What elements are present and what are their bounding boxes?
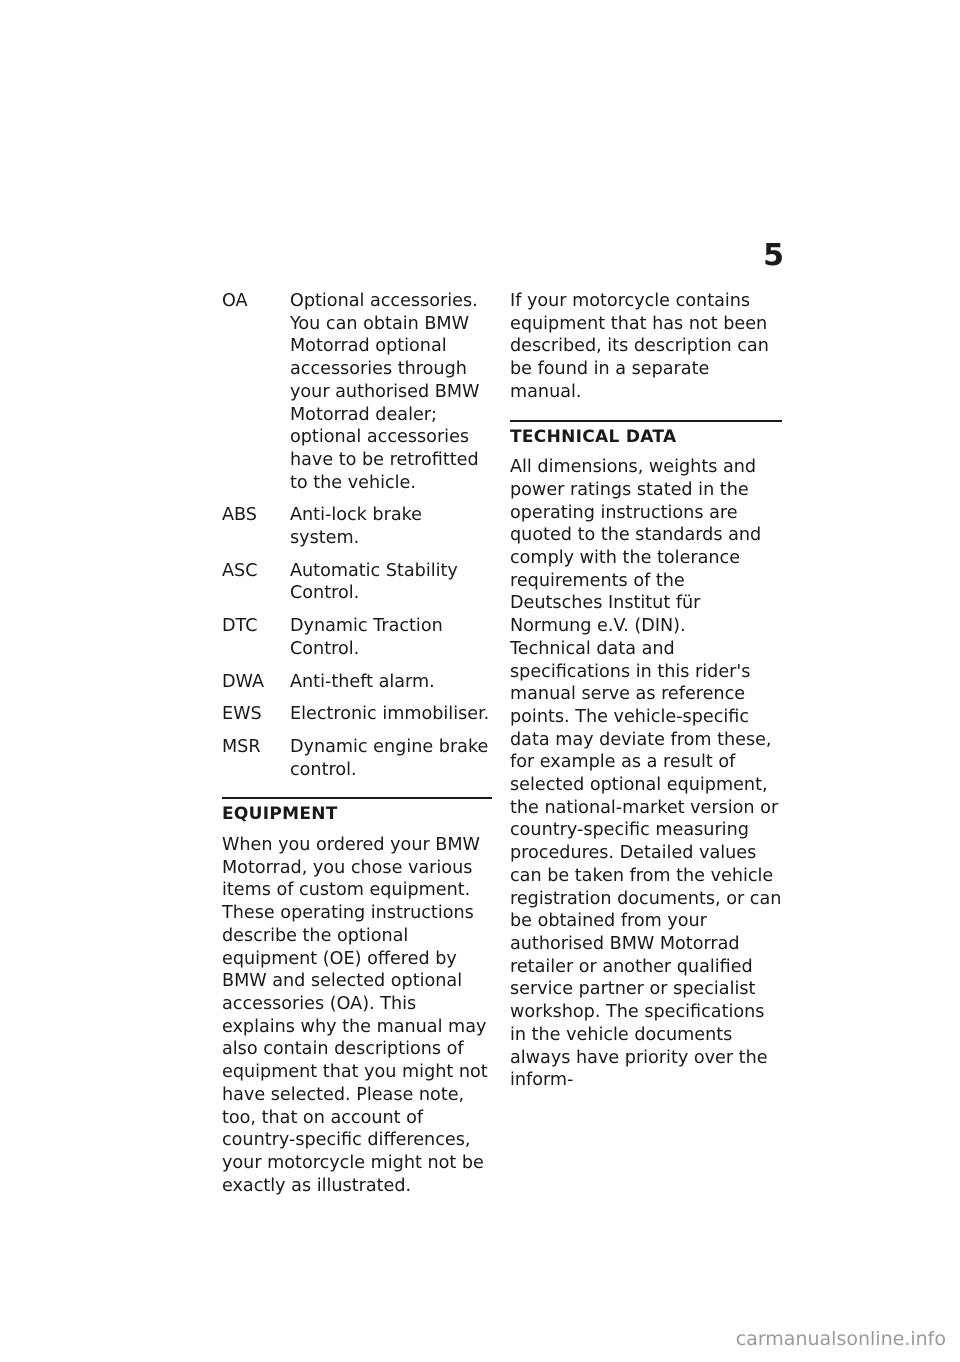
abbreviation-key: MSR: [222, 736, 261, 757]
abbreviation-definition: Electronic immobiliser.: [290, 704, 490, 725]
abbreviation-key: EWS: [222, 704, 262, 725]
abbreviation-definition: Automatic Stability Control.: [290, 560, 458, 604]
technical-data-heading: TECHNICAL DATA: [510, 420, 782, 449]
abbreviation-row-msr: [222, 736, 492, 781]
page-number: 5: [763, 238, 784, 273]
abbreviation-definition: Dynamic engine brake control.: [290, 736, 489, 780]
abbreviation-definition: Dynamic Traction Control.: [290, 616, 443, 659]
abbreviation-row-dwa: [222, 671, 492, 694]
equipment-heading: EQUIPMENT: [222, 797, 492, 826]
technical-data-paragraph-2: Technical data and specifications in this rider's manual serve as reference points. The vehicle-specific data may deviate from these, for example as a result of selected optional equipment, the national-market version or country-specific measuring procedures. Detailed values can be taken from the vehicle registration documents, or can be obtained from your authorised BMW Motorrad retailer or another qualified service partner or specialist workshop. The specifications in the vehicle documents always have priority over the inform-: [510, 638, 782, 1091]
abbreviation-key: OA: [222, 291, 248, 311]
equipment-paragraph: When you ordered your BMW Motorrad, you chose various items of custom equipment. These operating instructions describe the optional equipment (OE) offered by BMW and selected optional accessories (OA). This explains why the manual may also contain descriptions of equipment that you might not have selected. Please note, too, that on account of country-specific differences, your motorcycle might not be exactly as illustrated.: [222, 835, 488, 1196]
technical-data-paragraph-1: All dimensions, weights and power ratings stated in the operating instructions are quoted to the standards and comply with the tolerance requirements of the Deutsches Institut für Normung e.V. (DIN).: [510, 457, 762, 637]
abbreviation-definition: Optional accessories. You can obtain BMW Motorrad optional accessories through your authorised BMW Motorrad dealer; optional accessories have to be retrofitted to the vehicle.: [290, 291, 480, 493]
abbreviation-row-ews: [222, 703, 492, 726]
right-column: [510, 290, 782, 1092]
site-watermark: carmanualsonline.info: [735, 1328, 946, 1350]
abbreviation-row-asc: [222, 560, 492, 605]
abbreviation-key: DWA: [222, 671, 265, 692]
abbreviation-row-oa: [222, 290, 492, 494]
abbreviation-row-abs: [222, 504, 492, 549]
abbreviation-definition: Anti-lock brake system.: [290, 505, 422, 549]
left-column: [222, 290, 492, 1197]
equipment-paragraph-2: If your motorcycle contains equipment that has not been described, its description can be found in a separate manual.: [510, 291, 769, 402]
abbreviation-row-dtc: [222, 615, 492, 660]
abbreviation-key: ASC: [222, 560, 258, 581]
abbreviation-list: [222, 290, 492, 781]
abbreviation-key: ABS: [222, 505, 257, 526]
abbreviation-definition: Anti-theft alarm.: [290, 671, 435, 692]
abbreviation-key: DTC: [222, 616, 258, 637]
